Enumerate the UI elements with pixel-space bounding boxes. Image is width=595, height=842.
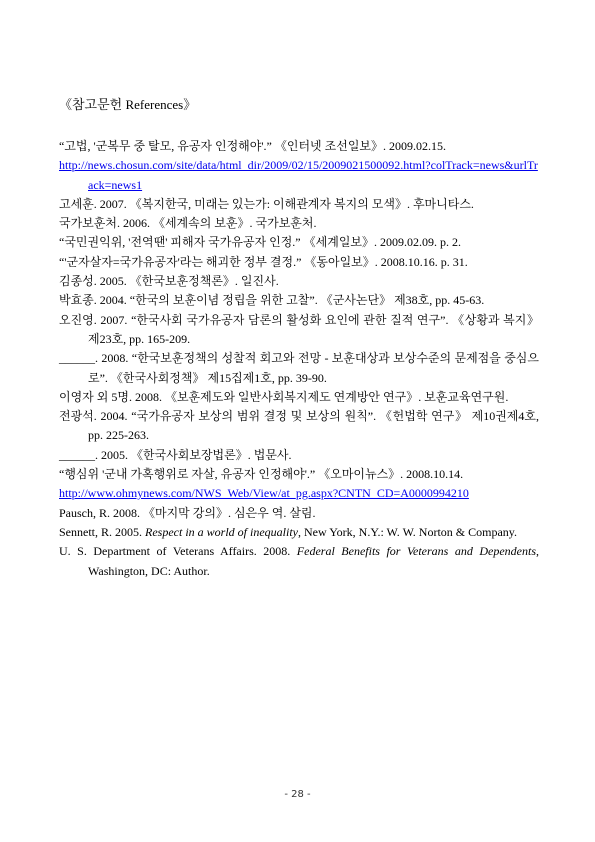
reference-text: ______. 2008. “한국보훈정책의 성찰적 회고와 전망 - 보훈대상과 보상수준의 문제점을 중심으로”. 《한국사회정책》 제15집제1호, pp. 39-90. <box>59 351 539 385</box>
page-number: - 28 - <box>284 789 311 800</box>
reference-author: U. S. Department of Veterans Affairs. 2008. <box>59 544 297 559</box>
reference-title: Federal Benefits for Veterans and Dependents <box>296 544 536 559</box>
reference-link-item[interactable] <box>59 156 539 195</box>
reference-item <box>59 137 539 156</box>
reference-item <box>59 272 539 291</box>
reference-item <box>59 349 539 388</box>
reference-author: Sennett, R. 2005. <box>59 524 145 539</box>
reference-text: “고법, '군복무 중 탈모, 유공자 인정해야'.” 《인터넷 조선일보》. 2009.02.15. <box>59 139 447 153</box>
reference-text: “행심위 '군내 가혹행위로 자살, 유공자 인정해야'.” 《오마이뉴스》. 2008.10.14. <box>59 467 464 482</box>
reference-publisher: , Washington, DC: Author. <box>88 544 539 578</box>
reference-item-usdva <box>59 542 539 581</box>
reference-item <box>59 311 539 350</box>
reference-item-sennett <box>59 523 539 542</box>
reference-item <box>59 233 539 252</box>
reference-item <box>59 504 539 523</box>
reference-link-item[interactable] <box>59 484 539 503</box>
reference-link[interactable]: http://www.ohmynews.com/NWS_Web/View/at_pg.aspx?CNTN_CD=A0000994210 <box>59 486 469 501</box>
reference-item <box>59 446 539 465</box>
reference-text: 고세훈. 2007. 《복지한국, 미래는 있는가: 이해관계자 복지의 모색》. 후마니타스. <box>59 196 474 211</box>
reference-text: ______. 2005. 《한국사회보장법론》. 법문사. <box>59 447 292 462</box>
references-heading: 《참고문헌 References》 <box>59 97 197 112</box>
reference-item <box>59 465 539 484</box>
reference-title: Respect in a world of inequality <box>145 524 298 539</box>
reference-text: “국민권익위, '전역땐' 피해자 국가유공자 인정.” 《세계일보》. 2009.02.09. p. 2. <box>59 235 462 250</box>
reference-item <box>59 388 539 407</box>
reference-item <box>59 214 539 233</box>
reference-text: 박효종. 2004. “한국의 보훈이념 정립을 위한 고찰”. 《군사논단》 제38호, pp. 45-63. <box>59 293 485 308</box>
reference-text: 김종성. 2005. 《한국보훈정책론》. 일진사. <box>59 274 279 289</box>
reference-text: 국가보훈처. 2006. 《세계속의 보훈》. 국가보훈처. <box>59 216 317 231</box>
reference-publisher: , New York, N.Y.: W. W. Norton & Company. <box>297 524 518 539</box>
reference-text: 이영자 외 5명. 2008. 《보훈제도와 일반사회복지제도 연계방안 연구》. 보훈교육연구원. <box>59 389 509 404</box>
reference-text: 오진영. 2007. “한국사회 국가유공자 담론의 활성화 요인에 관한 질적 연구”. 《상황과 복지》 제23호, pp. 165-209. <box>59 312 539 346</box>
reference-item <box>59 291 539 310</box>
reference-text: “'군자살자=국가유공자'라는 해괴한 정부 결정.” 《동아일보》. 2008.10.16. p. 31. <box>59 254 468 269</box>
reference-item <box>59 253 539 272</box>
reference-list <box>59 137 539 581</box>
reference-text: Pausch, R. 2008. 《마지막 강의》. 심은우 역. 살림. <box>59 505 316 520</box>
reference-link[interactable]: http://news.chosun.com/site/data/html_dir/2009/02/15/2009021500092.html?colTrack=news&urlTrack=news1 <box>59 158 538 192</box>
reference-item <box>59 195 539 214</box>
reference-item <box>59 407 539 446</box>
reference-text: 전광석. 2004. “국가유공자 보상의 범위 결정 및 보상의 원칙”. 《헌법학 연구》 제10권제4호, pp. 225-263. <box>59 409 539 443</box>
